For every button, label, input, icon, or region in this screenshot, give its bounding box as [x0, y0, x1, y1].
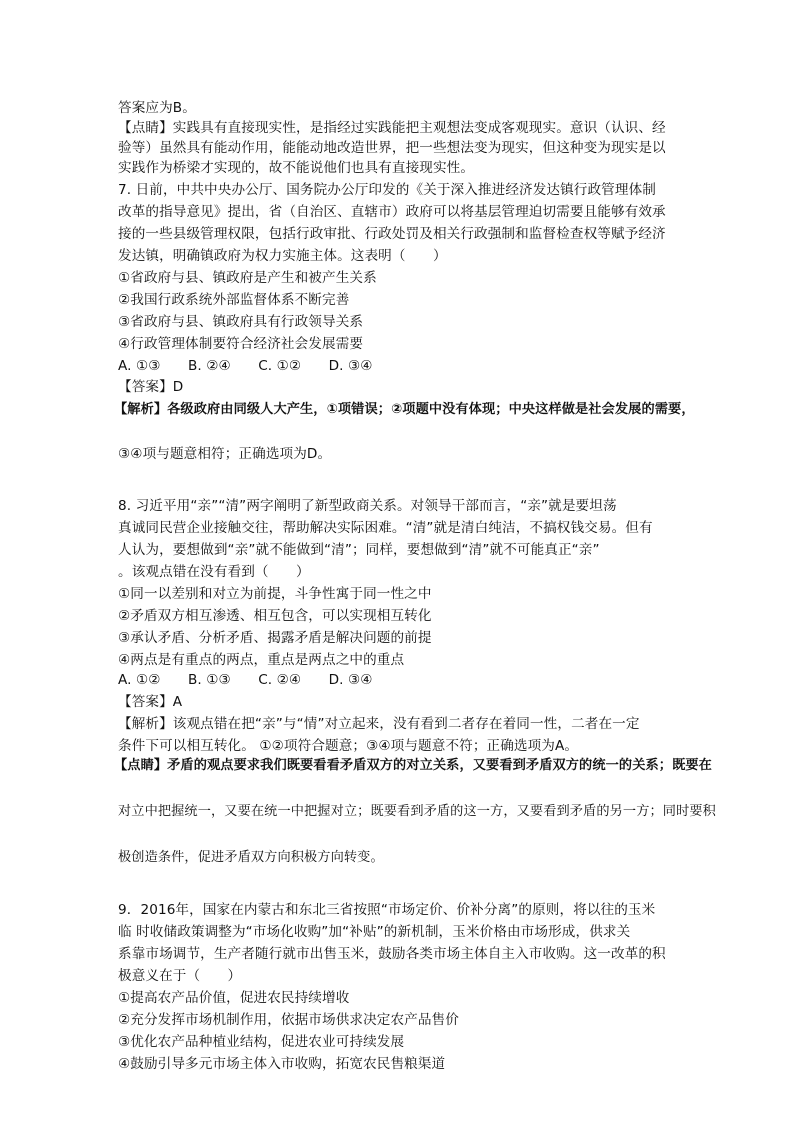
q9-option-1: ①提高农产品价值，促进农民持续增收 — [118, 990, 350, 1006]
q8-note-2: 对立中把握统一，又要在统一中把握对立；既要看到矛盾的这一方，又要看到矛盾的另一方；同时要积 — [118, 804, 716, 819]
q8-stem-3: 人认为，要想做到“亲”就不能做到“清”；同样，要想做到“清”就不可能真正“亲” — [118, 542, 600, 558]
q9-stem-3: 系靠市场调节，生产者随行就市出售玉米，鼓励各类市场主体自主入市收购。这一改革的积 — [118, 946, 666, 962]
q7-explanation-2: ③④项与题意相符；正确选项为D。 — [118, 446, 332, 462]
q7-option-1: ①省政府与县、镇政府是产生和被产生关系 — [118, 270, 377, 286]
q7-choices: A. ①③ B. ②④ C. ①② D. ③④ — [118, 358, 373, 374]
q8-stem-4: 。该观点错在没有看到（ ） — [118, 564, 310, 580]
q8-note-1: 【点睛】矛盾的观点要求我们既要看看矛盾双方的对立关系，又要看到矛盾双方的统一的关系；既要在 — [114, 758, 712, 773]
q7-option-2: ②我国行政系统外部监督体系不断完善 — [118, 292, 350, 308]
q9-option-4: ④鼓励引导多元市场主体入市收购，拓宽农民售粮渠道 — [118, 1056, 446, 1072]
q7-stem-4: 发达镇，明确镇政府为权力实施主体。这表明（ ） — [118, 248, 447, 264]
q8-answer: 【答案】A — [118, 694, 183, 710]
q8-note-3: 极创造条件，促进矛盾双方向积极方向转变。 — [118, 850, 384, 865]
note-line-1: 【点睛】实践具有直接现实性，是指经过实践能把主观想法变成客观现实。意识（认识、经 — [118, 120, 666, 136]
q8-explanation-1: 【解析】该观点错在把“亲”与“情”对立起来，没有看到二者存在着同一性，二者在一定 — [118, 716, 640, 732]
q8-option-4: ④两点是有重点的两点，重点是两点之中的重点 — [118, 652, 405, 668]
q8-option-1: ①同一以差别和对立为前提，斗争性寓于同一性之中 — [118, 586, 432, 602]
q7-answer: 【答案】D — [118, 379, 184, 395]
q8-option-3: ③承认矛盾、分析矛盾、揭露矛盾是解决问题的前提 — [118, 630, 432, 646]
note-line-2: 验等）虽然具有能动作用，能能动地改造世界，把一些想法变为现实，但这种变为现实是以 — [118, 140, 666, 156]
q9-option-3: ③优化农产品种植业结构，促进农业可持续发展 — [118, 1034, 405, 1050]
q7-explanation-1: 【解析】各级政府由同级人大产生，①项错误；②项题中没有体现；中央这样做是社会发展的需要， — [114, 402, 695, 417]
q8-choices: A. ①② B. ①③ C. ②④ D. ③④ — [118, 672, 373, 688]
q8-explanation-2: 条件下可以相互转化。 ①②项符合题意；③④项与题意不符；正确选项为A。 — [118, 738, 579, 754]
q8-stem-2: 真诚同民营企业接触交往，帮助解决实际困难。“清”就是清白纯洁，不搞权钱交易。但有 — [118, 520, 653, 536]
q7-option-3: ③省政府与县、镇政府具有行政领导关系 — [118, 314, 364, 330]
q7-stem-2: 改革的指导意见》提出，省（自治区、直辖市）政府可以将基层管理迫切需要且能够有效承 — [118, 204, 666, 220]
q7-option-4: ④行政管理体制要符合经济社会发展需要 — [118, 336, 364, 352]
note-line-3: 实践作为桥梁才实现的，故不能说他们也具有直接现实性。 — [118, 160, 475, 176]
q9-stem-1: 9．2016年，国家在内蒙古和东北三省按照“市场定价、价补分离”的原则，将以往的玉米 — [118, 902, 656, 918]
q9-stem-2: 临 时收储政策调整为“市场化收购”加“补贴”的新机制，玉米价格由市场形成，供求关 — [118, 924, 631, 940]
q9-option-2: ②充分发挥市场机制作用，依据市场供求决定农产品售价 — [118, 1012, 459, 1028]
q8-option-2: ②矛盾双方相互渗透、相互包含，可以实现相互转化 — [118, 608, 432, 624]
q7-stem-3: 接的一些县级管理权限，包括行政审批、行政处罚及相关行政强制和监督检查权等赋予经济 — [118, 226, 666, 242]
q9-stem-4: 极意义在于（ ） — [118, 968, 242, 984]
answer-conclusion: 答案应为B。 — [118, 100, 196, 116]
q8-stem-1: 8. 习近平用“亲”“清”两字阐明了新型政商关系。对领导干部而言，“亲”就是要坦荡 — [118, 498, 617, 514]
q7-stem-1: 7. 日前，中共中央办公厅、国务院办公厅印发的《关于深入推进经济发达镇行政管理体制 — [118, 182, 656, 198]
